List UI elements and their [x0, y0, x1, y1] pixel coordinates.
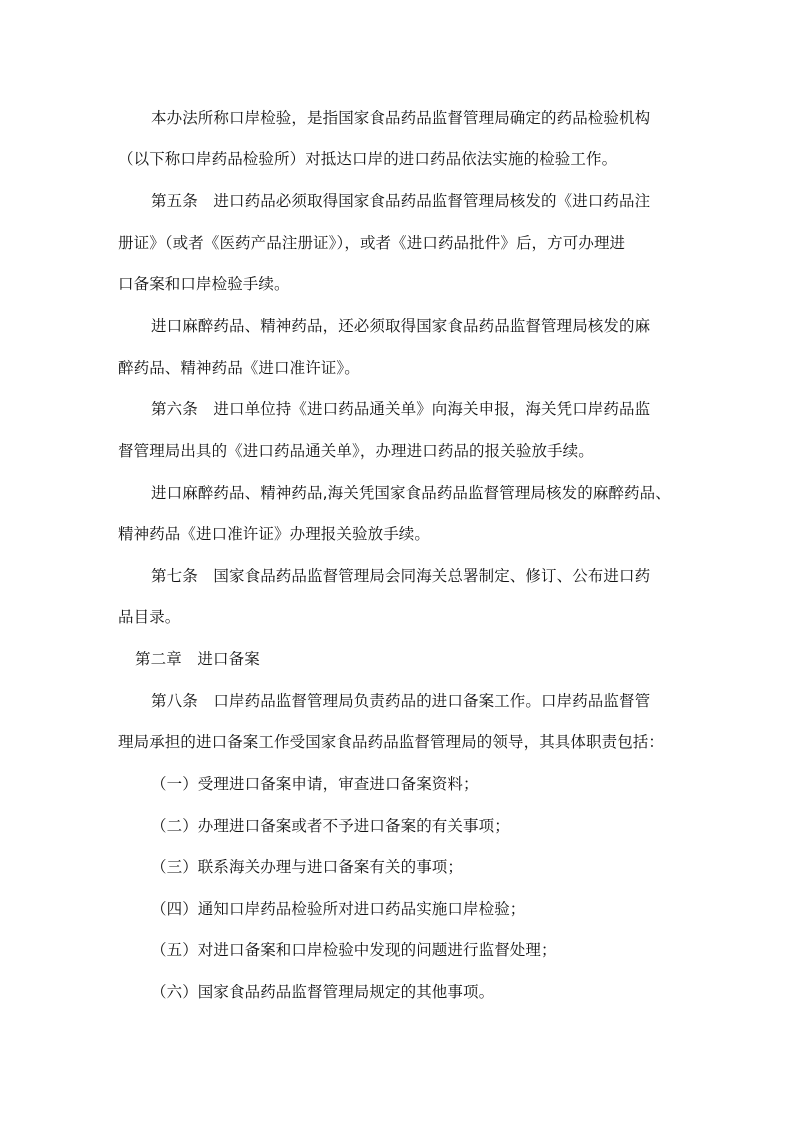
body-paragraph-line: 精神药品《进口准许证》办理报关验放手续。 [118, 525, 431, 543]
article-8-line: 第八条 口岸药品监督管理局负责药品的进口备案工作。口岸药品监督管 [151, 692, 651, 710]
list-item: （三）联系海关办理与进口备案有关的事项； [151, 858, 464, 876]
body-paragraph-line: 督管理局出具的《进口药品通关单》，办理进口药品的报关验放手续。 [118, 442, 594, 460]
body-paragraph-line: 品目录。 [118, 608, 181, 626]
chapter-heading: 第二章 进口备案 [135, 650, 260, 668]
list-item: （六）国家食品药品监督管理局规定的其他事项。 [151, 983, 495, 1001]
list-item: （四）通知口岸药品检验所对进口药品实施口岸检验； [151, 900, 526, 918]
body-paragraph-line: 口备案和口岸检验手续。 [118, 275, 290, 293]
body-paragraph-line: 进口麻醉药品、精神药品,海关凭国家食品药品监督管理局核发的麻醉药品、 [151, 484, 671, 502]
list-item: （一）受理进口备案申请，审查进口备案资料； [151, 775, 479, 793]
body-paragraph-line: 理局承担的进口备案工作受国家食品药品监督管理局的领导，其具体职责包括： [118, 733, 665, 751]
article-5-line: 第五条 进口药品必须取得国家食品药品监督管理局核发的《进口药品注 [151, 192, 651, 210]
body-paragraph-line: （以下称口岸药品检验所）对抵达口岸的进口药品依法实施的检验工作。 [118, 150, 618, 168]
body-paragraph-line: 醉药品、精神药品《进口准许证》。 [118, 359, 360, 377]
body-paragraph-line: 进口麻醉药品、精神药品，还必须取得国家食品药品监督管理局核发的麻 [151, 317, 651, 335]
body-paragraph-line: 册证》（或者《医药产品注册证》），或者《进口药品批件》后，方可办理进 [118, 234, 626, 252]
list-item: （二）办理进口备案或者不予进口备案的有关事项； [151, 817, 510, 835]
list-item: （五）对进口备案和口岸检验中发现的问题进行监督处理； [151, 941, 557, 959]
article-6-line: 第六条 进口单位持《进口药品通关单》向海关申报，海关凭口岸药品监 [151, 400, 651, 418]
article-7-line: 第七条 国家食品药品监督管理局会同海关总署制定、修订、公布进口药 [151, 567, 651, 585]
body-paragraph-line: 本办法所称口岸检验，是指国家食品药品监督管理局确定的药品检验机构 [151, 109, 651, 127]
